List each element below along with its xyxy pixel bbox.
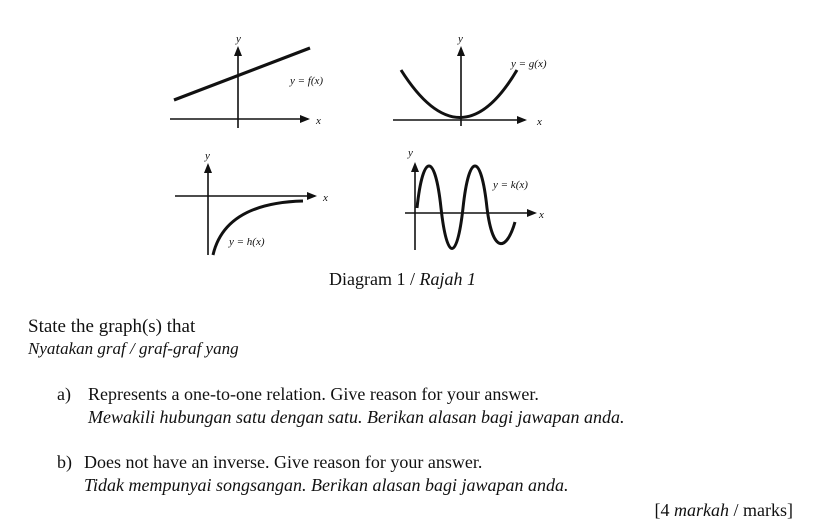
h-curve-label: y = h(x) (229, 236, 265, 248)
graph-h (165, 145, 345, 265)
g-curve-label: y = g(x) (511, 58, 547, 70)
f-y-label: y (236, 33, 241, 45)
f-curve-label: y = f(x) (290, 75, 324, 87)
g-x-arrow (517, 116, 527, 124)
marks-ms: markah (674, 500, 730, 520)
question-stem-ms: Nyatakan graf / graf-graf yang (28, 339, 239, 358)
g-x-label: x (537, 116, 542, 128)
h-y-label: y (205, 150, 210, 162)
part-b-letter: b) (57, 452, 72, 472)
graph-g (385, 30, 575, 135)
k-x-arrow (527, 209, 537, 217)
k-y-label: y (408, 147, 413, 159)
g-y-label: y (458, 33, 463, 45)
k-curve-label: y = k(x) (493, 179, 528, 191)
question-stem-en: State the graph(s) that (28, 316, 196, 337)
marks-sep: / marks] (729, 500, 793, 520)
graph-f (160, 30, 350, 135)
part-b-ms: Tidak mempunyai songsangan. Berikan alasan bagi jawapan anda. (84, 475, 569, 495)
k-y-arrow (411, 162, 419, 172)
marks-open: [4 (654, 500, 675, 520)
part-a-en: Represents a one-to-one relation. Give reason for your answer. (88, 384, 539, 404)
graph-k (395, 140, 575, 265)
g-curve (401, 70, 517, 118)
f-x-label: x (316, 115, 321, 127)
h-x-label: x (323, 192, 328, 204)
f-y-arrow (234, 46, 242, 56)
f-curve (174, 48, 310, 100)
h-x-arrow (307, 192, 317, 200)
caption-ms: Rajah 1 (419, 269, 476, 289)
caption-en: Diagram 1 / (329, 269, 420, 289)
part-a-letter: a) (57, 384, 71, 404)
part-a-ms: Mewakili hubungan satu dengan satu. Berikan alasan bagi jawapan anda. (88, 407, 625, 427)
k-x-label: x (539, 209, 544, 221)
marks-label (655, 500, 793, 521)
g-y-arrow (457, 46, 465, 56)
h-y-arrow (204, 163, 212, 173)
diagram-caption (329, 269, 476, 290)
f-x-arrow (300, 115, 310, 123)
part-b-en: Does not have an inverse. Give reason for your answer. (84, 452, 483, 472)
